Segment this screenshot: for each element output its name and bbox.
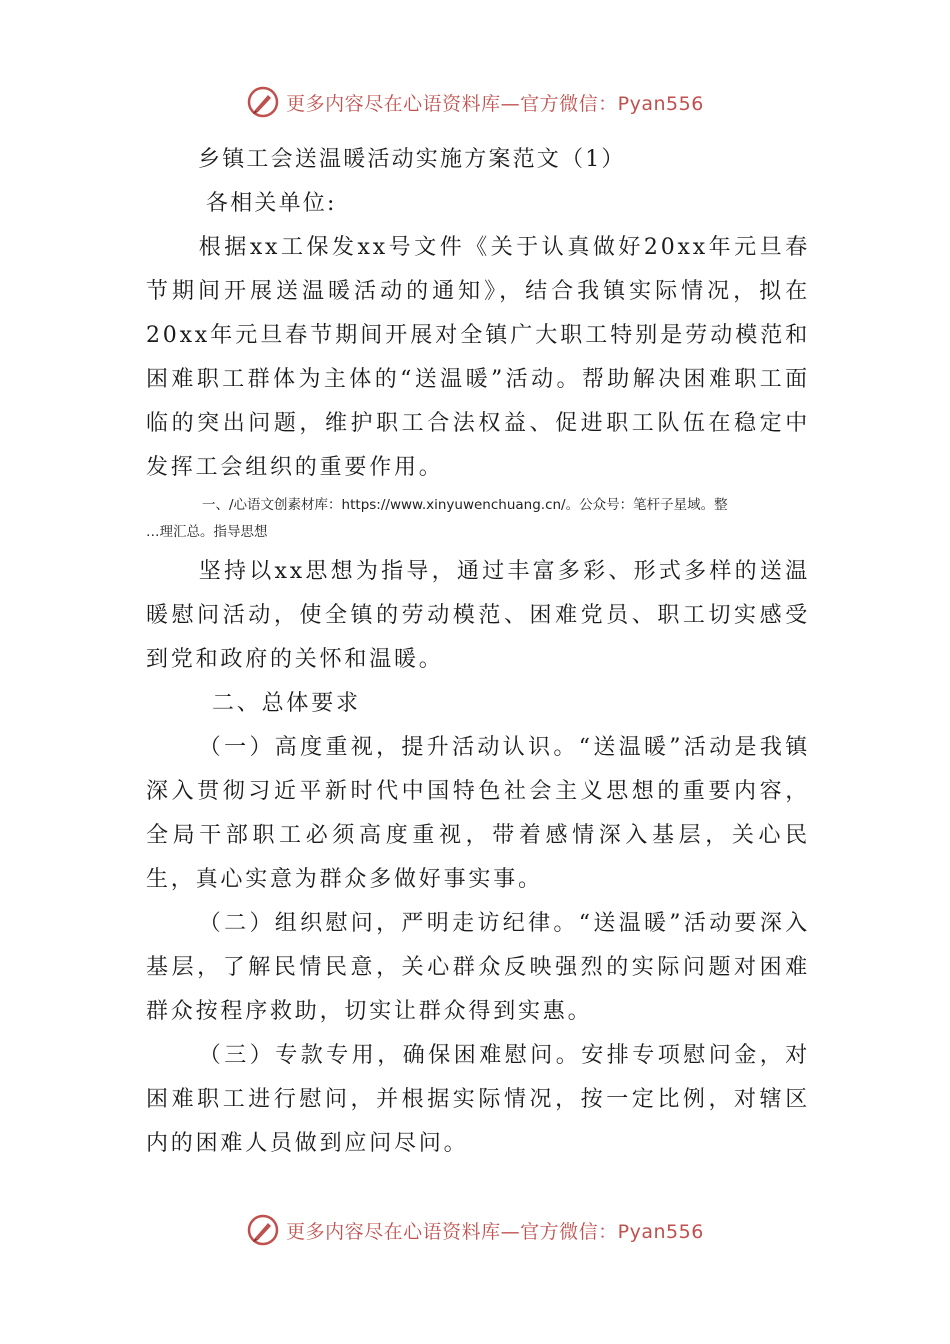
footer-banner xyxy=(0,1210,950,1250)
source-note xyxy=(146,492,810,546)
document-title: 乡镇工会送温暖活动实施方案范文（1） xyxy=(198,147,626,172)
salutation: 各相关单位: xyxy=(206,191,337,216)
requirement-2: （二）组织慰问，严明走访纪律。“送温暖”活动要深入基层，了解民情民意，关心群众反映强烈的实际问题对困难群众按程序救助，切实让群众得到实惠。 xyxy=(146,911,810,1024)
pen-circle-icon xyxy=(246,1213,280,1247)
document-body xyxy=(146,138,810,1166)
header-banner-text: 更多内容尽在心语资料库—官方微信：Pyan556 xyxy=(286,92,704,115)
header-banner xyxy=(0,82,950,122)
section2-heading: 二、总体要求 xyxy=(212,691,361,716)
guiding-paragraph: 坚持以xx思想为指导，通过丰富多彩、形式多样的送温暖慰问活动，使全镇的劳动模范、困难党员、职工切实感受到党和政府的关怀和温暖。 xyxy=(146,559,810,672)
footer-banner-text: 更多内容尽在心语资料库—官方微信：Pyan556 xyxy=(286,1220,704,1243)
source-note-line2: …理汇总。指导思想 xyxy=(146,524,268,540)
pen-circle-icon xyxy=(246,85,280,119)
requirement-1: （一）高度重视，提升活动认识。“送温暖”活动是我镇深入贯彻习近平新时代中国特色社会主义思想的重要内容，全局干部职工必须高度重视，带着感情深入基层，关心民生，真心实意为群众多做好事实事。 xyxy=(146,735,810,892)
intro-paragraph: 根据xx工保发xx号文件《关于认真做好20xx年元旦春节期间开展送温暖活动的通知》，结合我镇实际情况，拟在20xx年元旦春节期间开展对全镇广大职工特别是劳动模范和困难职工群体为主体的“送温暖”活动。帮助解决困难职工面临的突出问题，维护职工合法权益、促进职工队伍在稳定中发挥工会组织的重要作用。 xyxy=(146,235,810,480)
requirement-3: （三）专款专用，确保困难慰问。安排专项慰问金，对困难职工进行慰问，并根据实际情况，按一定比例，对辖区内的困难人员做到应问尽问。 xyxy=(146,1043,810,1156)
source-note-line1: 一、/心语文创素材库：https://www.xinyuwenchuang.cn/。公众号：笔杆子星域。整 xyxy=(202,497,728,513)
